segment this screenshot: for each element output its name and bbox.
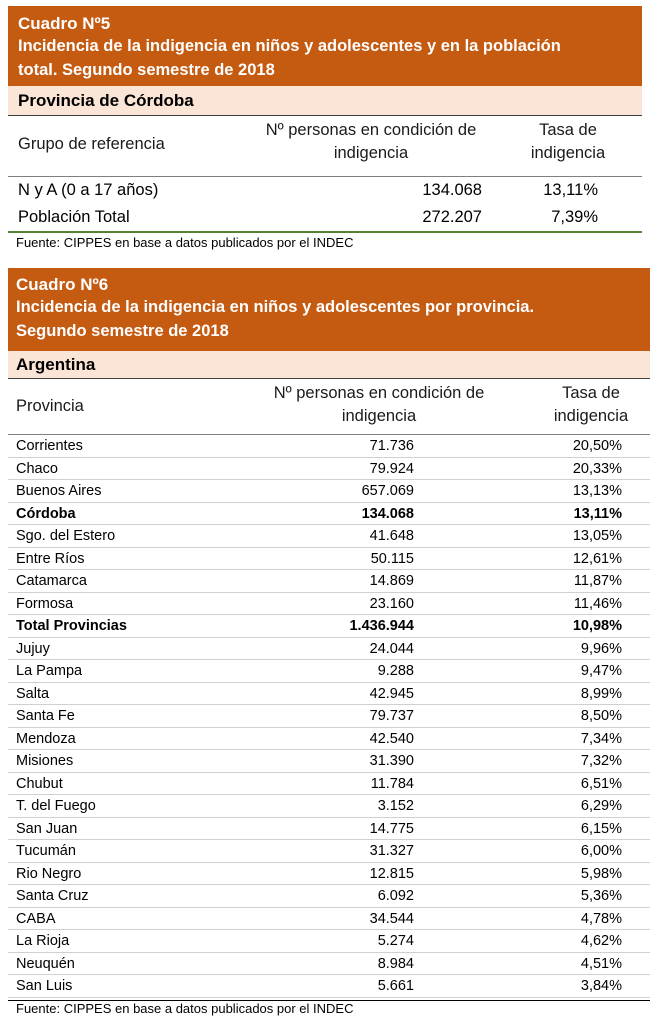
cell-personas: 657.069 [361,483,414,499]
cell-provincia: Tucumán [16,843,76,859]
cell-tasa: 13,11% [543,181,598,199]
cell-personas: 79.924 [369,460,414,477]
cell-provincia: San Luis [16,978,73,994]
table-row [8,930,650,953]
cell-personas: 134.068 [361,505,414,522]
cell-tasa: 13,11% [573,505,622,522]
cell-provincia: Mendoza [16,730,76,747]
cell-personas: 34.544 [369,910,414,927]
cuadro-6-header-personas [234,382,524,428]
cell-tasa: 5,98% [580,865,622,882]
cell-provincia: Formosa [16,595,74,612]
cell-personas: 50.115 [370,550,414,567]
cell-tasa: 20,50% [572,438,622,454]
cell-provincia: La Pampa [16,663,83,679]
cell-provincia: Santa Cruz [16,888,89,904]
table-row [8,975,650,998]
cuadro-5-header-tasa-line-2: indigencia [530,144,606,162]
cuadro-5-region: Provincia de Córdoba [8,86,642,116]
cell-tasa: 5,36% [580,888,622,904]
cell-personas: 272.207 [422,208,482,226]
table-row [8,660,650,683]
cell-tasa: 6,29% [580,798,622,814]
cell-provincia: Corrientes [16,438,83,454]
cuadro-6-column-headers [8,379,650,435]
cell-grupo: N y A (0 a 17 años) [18,181,159,199]
cell-personas: 23.160 [369,595,414,612]
cuadro-6-header-personas-line-2: indigencia [341,407,417,425]
cell-personas: 5.661 [377,978,414,994]
cell-provincia: Buenos Aires [16,483,102,499]
cell-personas: 5.274 [377,933,414,949]
cell-tasa: 10,98% [572,618,622,634]
cuadro-6-header [8,268,650,351]
table-row [8,503,650,526]
table-row [8,177,642,204]
table-row [8,593,650,616]
cuadro-5-header-tasa-line-1: Tasa de [539,121,597,139]
cuadro-5-title: Cuadro Nº5 [18,14,111,33]
cell-personas: 1.436.944 [349,618,414,634]
cell-personas: 42.945 [369,685,414,702]
cuadro-5-subtitle-line-1: Incidencia de la indigencia en niños y adolescentes y en la población [18,37,561,55]
table-row [8,548,650,571]
cell-tasa: 7,34% [580,730,622,747]
cell-tasa: 4,78% [580,910,622,927]
cuadro-6-header-tasa-line-1: Tasa de [562,384,620,402]
cuadro-5-body [8,177,642,233]
cell-tasa: 8,99% [580,685,622,702]
cell-tasa: 4,51% [580,955,622,972]
cell-personas: 9.288 [377,663,414,679]
table-row [8,435,650,458]
table-row [8,818,650,841]
cell-tasa: 20,33% [572,460,622,477]
cell-personas: 31.390 [369,753,414,769]
cell-tasa: 7,39% [551,208,598,226]
table-row [8,525,650,548]
cell-provincia: Catamarca [16,573,87,589]
cuadro-6-subtitle-line-2: Segundo semestre de 2018 [16,321,229,340]
cell-provincia: Total Provincias [16,618,127,634]
table-row [8,750,650,773]
table-row [8,683,650,706]
cell-personas: 3.152 [377,798,414,814]
cell-tasa: 11,46% [573,595,622,612]
cell-provincia: Misiones [16,753,74,769]
table-row [8,480,650,503]
cell-provincia: CABA [16,910,56,927]
cuadro-6-header-personas-line-1: Nº personas en condición de [273,384,485,402]
cell-personas: 24.044 [369,640,414,657]
cuadro-5-bottom-rule [8,231,642,233]
cuadro-5-column-headers [8,116,642,177]
cell-provincia: Sgo. del Estero [16,528,116,544]
cuadro-5-header [8,6,642,86]
cell-provincia: Chubut [16,775,63,792]
cell-personas: 14.869 [369,573,414,589]
cell-tasa: 9,96% [580,640,622,657]
table-row [8,705,650,728]
table-row [8,840,650,863]
cuadro-6-header-tasa [536,382,646,428]
cell-tasa: 13,05% [572,528,622,544]
cuadro-6-body [8,435,650,1001]
table-row [8,863,650,886]
cell-tasa: 6,51% [580,775,622,792]
table-row [8,728,650,751]
cell-provincia: Córdoba [16,505,76,522]
table-row [8,204,642,231]
cell-grupo: Población Total [18,208,130,226]
table-row [8,458,650,481]
cell-tasa: 6,00% [580,843,622,859]
cuadro-5-header-personas-line-1: Nº personas en condición de [265,121,477,139]
cell-personas: 79.737 [369,708,414,724]
cell-tasa: 11,87% [573,573,622,589]
cuadro-5-table [8,6,642,233]
table-row [8,795,650,818]
cell-provincia: Jujuy [16,640,50,657]
cuadro-5-header-personas-line-2: indigencia [333,144,409,162]
table-row [8,570,650,593]
cell-personas: 6.092 [377,888,414,904]
cell-personas: 14.775 [369,820,414,837]
cell-provincia: Chaco [16,460,58,477]
cell-personas: 71.736 [369,438,414,454]
cell-tasa: 13,13% [572,483,622,499]
cell-personas: 41.648 [369,528,414,544]
cuadro-5-subtitle-line-2: total. Segundo semestre de 2018 [18,60,275,79]
cell-provincia: San Juan [16,820,78,837]
cell-provincia: Rio Negro [16,865,82,882]
cell-personas: 31.327 [369,843,414,859]
cuadro-5-source: Fuente: CIPPES en base a datos publicados por el INDEC [16,235,354,250]
cell-provincia: Entre Ríos [16,550,85,567]
cuadro-5-header-grupo: Grupo de referencia [18,135,165,153]
cell-provincia: Salta [16,685,50,702]
table-row [8,773,650,796]
cuadro-6-table [8,268,650,1001]
cell-provincia: La Rioja [16,933,70,949]
table-row [8,615,650,638]
table-row [8,953,650,976]
cell-provincia: Neuquén [16,955,75,972]
table-row [8,638,650,661]
cell-tasa: 3,84% [580,978,622,994]
cuadro-6-header-tasa-line-2: indigencia [553,407,629,425]
cell-personas: 134.068 [422,181,482,199]
cuadro-6-region: Argentina [8,351,650,379]
cell-tasa: 8,50% [580,708,622,724]
table-row [8,885,650,908]
cell-tasa: 4,62% [580,933,622,949]
cell-provincia: T. del Fuego [16,798,96,814]
cell-personas: 12.815 [369,865,414,882]
cuadro-6-header-provincia: Provincia [16,397,84,415]
cuadro-6-title: Cuadro Nº6 [16,275,109,294]
cell-personas: 8.984 [377,955,414,972]
cell-personas: 11.784 [370,775,414,792]
cuadro-6-source: Fuente: CIPPES en base a datos publicados por el INDEC [16,1001,354,1016]
cell-tasa: 12,61% [572,550,622,567]
cell-personas: 42.540 [369,730,414,747]
cuadro-5-header-tasa [508,119,628,165]
cell-tasa: 6,15% [580,820,622,837]
table-row [8,908,650,931]
cell-tasa: 9,47% [580,663,622,679]
cell-tasa: 7,32% [580,753,622,769]
cell-provincia: Santa Fe [16,708,75,724]
cuadro-6-subtitle-line-1: Incidencia de la indigencia en niños y adolescentes por provincia. [16,298,535,316]
cuadro-5-header-personas [236,119,506,165]
